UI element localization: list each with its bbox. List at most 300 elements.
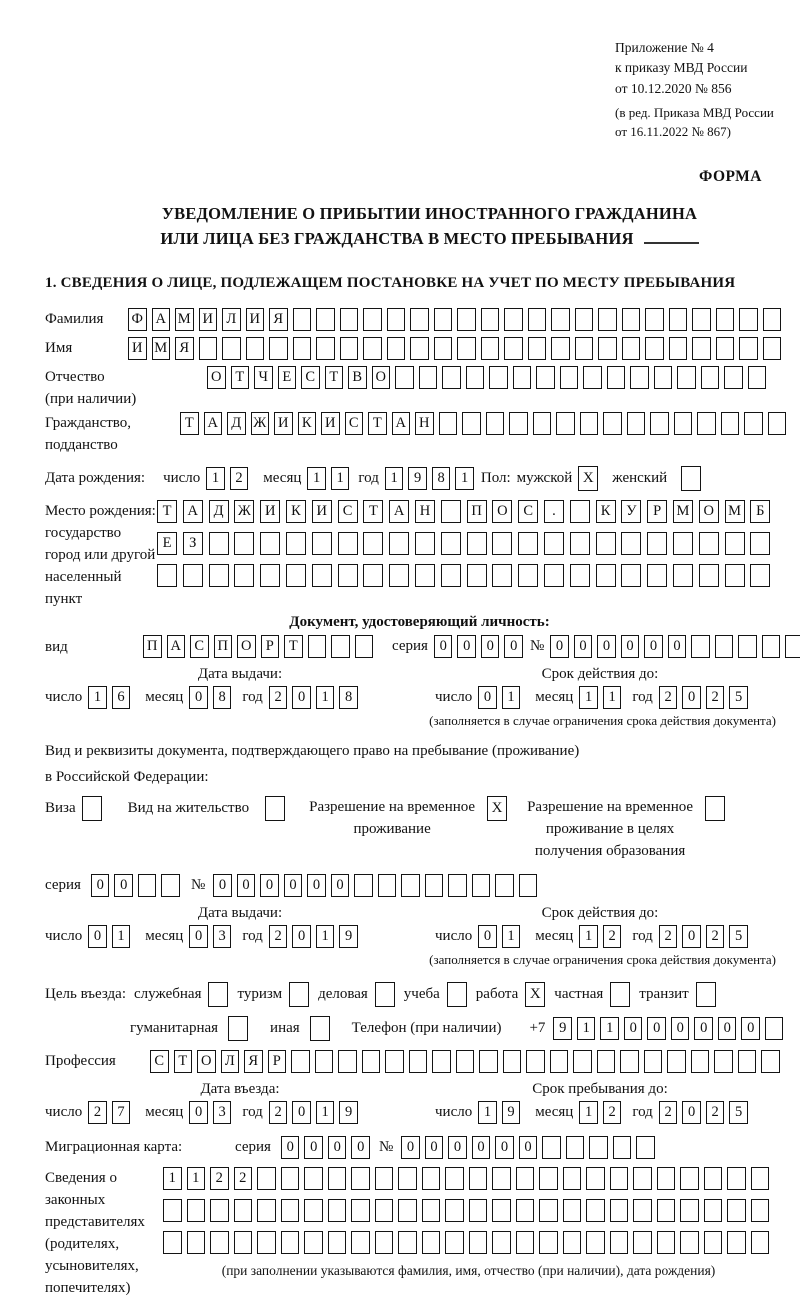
char-box[interactable]: 0 [292, 925, 311, 948]
char-box[interactable]: К [286, 500, 306, 523]
char-box[interactable] [222, 337, 241, 360]
purpose-work-checkbox[interactable]: X [525, 982, 545, 1007]
char-box[interactable] [762, 635, 781, 658]
purpose-humanitarian-checkbox[interactable] [228, 1016, 248, 1041]
char-box[interactable]: 1 [502, 686, 521, 709]
char-box[interactable]: 2 [706, 925, 725, 948]
char-box[interactable] [519, 874, 538, 897]
char-box[interactable]: 1 [307, 467, 326, 490]
char-box[interactable]: 0 [434, 635, 453, 658]
char-box[interactable] [441, 532, 461, 555]
char-box[interactable] [234, 532, 254, 555]
char-box[interactable] [469, 1199, 488, 1222]
char-box[interactable]: 5 [729, 1101, 748, 1124]
char-box[interactable]: Т [363, 500, 383, 523]
char-box[interactable] [751, 1231, 770, 1254]
char-box[interactable]: 0 [351, 1136, 370, 1159]
char-box[interactable]: Я [175, 337, 194, 360]
char-box[interactable]: 0 [671, 1017, 690, 1040]
char-box[interactable] [415, 532, 435, 555]
char-box[interactable]: И [199, 308, 218, 331]
char-box[interactable] [596, 532, 616, 555]
char-box[interactable] [209, 532, 229, 555]
char-box[interactable] [589, 1136, 608, 1159]
char-box[interactable]: С [345, 412, 364, 435]
char-box[interactable]: 3 [213, 925, 232, 948]
char-box[interactable] [765, 1017, 784, 1040]
char-box[interactable]: 0 [292, 1101, 311, 1124]
char-box[interactable] [432, 1050, 451, 1073]
char-box[interactable] [657, 1199, 676, 1222]
sex-female-checkbox[interactable] [681, 466, 701, 491]
char-box[interactable] [472, 874, 491, 897]
residence-permit-checkbox[interactable] [265, 796, 285, 821]
char-box[interactable]: 0 [481, 635, 500, 658]
char-box[interactable]: О [197, 1050, 216, 1073]
char-box[interactable]: 0 [88, 925, 107, 948]
char-box[interactable] [518, 564, 538, 587]
char-box[interactable]: 0 [213, 874, 232, 897]
char-box[interactable]: 0 [307, 874, 326, 897]
char-box[interactable] [375, 1199, 394, 1222]
char-box[interactable] [304, 1231, 323, 1254]
char-box[interactable]: 1 [579, 1101, 598, 1124]
char-box[interactable]: О [372, 366, 391, 389]
char-box[interactable]: З [183, 532, 203, 555]
char-box[interactable] [375, 1231, 394, 1254]
char-box[interactable]: С [190, 635, 209, 658]
char-box[interactable] [516, 1199, 535, 1222]
char-box[interactable]: 0 [304, 1136, 323, 1159]
char-box[interactable]: Я [269, 308, 288, 331]
char-box[interactable] [457, 308, 476, 331]
char-box[interactable] [467, 564, 487, 587]
char-box[interactable] [680, 1199, 699, 1222]
char-box[interactable] [673, 532, 693, 555]
char-box[interactable]: 1 [316, 1101, 335, 1124]
char-box[interactable] [674, 412, 693, 435]
char-box[interactable] [715, 635, 734, 658]
char-box[interactable] [395, 366, 414, 389]
purpose-other-checkbox[interactable] [310, 1016, 330, 1041]
char-box[interactable] [566, 1136, 585, 1159]
char-box[interactable]: 0 [114, 874, 133, 897]
char-box[interactable] [650, 412, 669, 435]
char-box[interactable] [425, 874, 444, 897]
char-box[interactable]: 2 [706, 686, 725, 709]
char-box[interactable] [598, 337, 617, 360]
char-box[interactable] [622, 308, 641, 331]
char-box[interactable]: 0 [478, 686, 497, 709]
char-box[interactable]: 0 [91, 874, 110, 897]
char-box[interactable] [316, 308, 335, 331]
char-box[interactable] [739, 308, 758, 331]
char-box[interactable] [621, 564, 641, 587]
char-box[interactable]: П [214, 635, 233, 658]
char-box[interactable] [398, 1231, 417, 1254]
char-box[interactable] [647, 564, 667, 587]
char-box[interactable] [338, 532, 358, 555]
char-box[interactable]: 0 [682, 686, 701, 709]
char-box[interactable]: 1 [603, 686, 622, 709]
char-box[interactable] [692, 308, 711, 331]
char-box[interactable] [560, 366, 579, 389]
char-box[interactable] [257, 1199, 276, 1222]
char-box[interactable]: 5 [729, 686, 748, 709]
char-box[interactable] [331, 635, 350, 658]
char-box[interactable]: П [467, 500, 487, 523]
char-box[interactable] [750, 564, 770, 587]
char-box[interactable]: 0 [401, 1136, 420, 1159]
char-box[interactable]: 0 [550, 635, 569, 658]
char-box[interactable] [610, 1167, 629, 1190]
char-box[interactable]: 0 [328, 1136, 347, 1159]
char-box[interactable] [467, 532, 487, 555]
purpose-tourism-checkbox[interactable] [289, 982, 309, 1007]
char-box[interactable]: 1 [112, 925, 131, 948]
char-box[interactable] [362, 1050, 381, 1073]
char-box[interactable]: 0 [331, 874, 350, 897]
char-box[interactable] [257, 1231, 276, 1254]
char-box[interactable] [441, 564, 461, 587]
char-box[interactable] [669, 308, 688, 331]
char-box[interactable]: 0 [495, 1136, 514, 1159]
char-box[interactable] [610, 1231, 629, 1254]
char-box[interactable] [539, 1167, 558, 1190]
char-box[interactable] [518, 532, 538, 555]
char-box[interactable] [291, 1050, 310, 1073]
char-box[interactable] [539, 1231, 558, 1254]
char-box[interactable] [699, 564, 719, 587]
char-box[interactable] [457, 337, 476, 360]
char-box[interactable] [596, 564, 616, 587]
char-box[interactable]: 3 [213, 1101, 232, 1124]
char-box[interactable] [385, 1050, 404, 1073]
char-box[interactable]: 0 [621, 635, 640, 658]
char-box[interactable]: 2 [234, 1167, 253, 1190]
char-box[interactable]: Н [415, 500, 435, 523]
char-box[interactable]: 0 [741, 1017, 760, 1040]
char-box[interactable] [328, 1231, 347, 1254]
char-box[interactable] [183, 564, 203, 587]
char-box[interactable] [351, 1231, 370, 1254]
char-box[interactable] [607, 366, 626, 389]
char-box[interactable]: М [673, 500, 693, 523]
char-box[interactable] [304, 1167, 323, 1190]
char-box[interactable]: . [544, 500, 564, 523]
char-box[interactable] [338, 564, 358, 587]
char-box[interactable]: Я [244, 1050, 263, 1073]
char-box[interactable]: 1 [577, 1017, 596, 1040]
char-box[interactable]: 2 [269, 686, 288, 709]
char-box[interactable] [312, 564, 332, 587]
char-box[interactable] [563, 1231, 582, 1254]
char-box[interactable]: 2 [603, 925, 622, 948]
char-box[interactable] [281, 1231, 300, 1254]
char-box[interactable] [448, 874, 467, 897]
char-box[interactable]: 0 [668, 635, 687, 658]
char-box[interactable] [580, 412, 599, 435]
char-box[interactable]: 0 [237, 874, 256, 897]
char-box[interactable] [456, 1050, 475, 1073]
char-box[interactable]: 2 [210, 1167, 229, 1190]
char-box[interactable]: О [237, 635, 256, 658]
char-box[interactable] [445, 1167, 464, 1190]
char-box[interactable]: Р [261, 635, 280, 658]
char-box[interactable]: О [207, 366, 226, 389]
char-box[interactable] [586, 1167, 605, 1190]
char-box[interactable] [622, 337, 641, 360]
char-box[interactable] [727, 1231, 746, 1254]
char-box[interactable] [716, 308, 735, 331]
char-box[interactable]: С [338, 500, 358, 523]
char-box[interactable] [210, 1199, 229, 1222]
char-box[interactable] [479, 1050, 498, 1073]
visa-checkbox[interactable] [82, 796, 102, 821]
char-box[interactable] [439, 412, 458, 435]
char-box[interactable] [469, 1167, 488, 1190]
char-box[interactable] [633, 1167, 652, 1190]
char-box[interactable]: И [128, 337, 147, 360]
char-box[interactable] [260, 532, 280, 555]
char-box[interactable] [544, 532, 564, 555]
char-box[interactable]: 2 [269, 925, 288, 948]
char-box[interactable] [716, 337, 735, 360]
char-box[interactable] [351, 1167, 370, 1190]
char-box[interactable]: 0 [647, 1017, 666, 1040]
char-box[interactable] [645, 337, 664, 360]
char-box[interactable]: 1 [316, 925, 335, 948]
char-box[interactable]: М [152, 337, 171, 360]
char-box[interactable] [714, 1050, 733, 1073]
char-box[interactable] [673, 564, 693, 587]
char-box[interactable] [533, 412, 552, 435]
char-box[interactable] [691, 1050, 710, 1073]
char-box[interactable]: У [621, 500, 641, 523]
char-box[interactable] [469, 1231, 488, 1254]
char-box[interactable]: К [298, 412, 317, 435]
char-box[interactable]: Т [284, 635, 303, 658]
char-box[interactable] [539, 1199, 558, 1222]
char-box[interactable]: 1 [88, 686, 107, 709]
char-box[interactable]: 0 [448, 1136, 467, 1159]
char-box[interactable] [210, 1231, 229, 1254]
char-box[interactable]: С [150, 1050, 169, 1073]
char-box[interactable]: 0 [425, 1136, 444, 1159]
char-box[interactable]: 2 [230, 467, 249, 490]
char-box[interactable]: 0 [189, 925, 208, 948]
char-box[interactable] [363, 564, 383, 587]
char-box[interactable]: 0 [189, 1101, 208, 1124]
char-box[interactable]: С [518, 500, 538, 523]
char-box[interactable] [636, 1136, 655, 1159]
char-box[interactable]: 0 [644, 635, 663, 658]
purpose-transit-checkbox[interactable] [696, 982, 716, 1007]
char-box[interactable]: С [301, 366, 320, 389]
char-box[interactable] [481, 337, 500, 360]
char-box[interactable]: Р [268, 1050, 287, 1073]
char-box[interactable] [422, 1231, 441, 1254]
char-box[interactable]: 0 [189, 686, 208, 709]
char-box[interactable] [338, 1050, 357, 1073]
char-box[interactable]: О [492, 500, 512, 523]
char-box[interactable] [378, 874, 397, 897]
char-box[interactable] [419, 366, 438, 389]
char-box[interactable] [645, 308, 664, 331]
char-box[interactable] [603, 412, 622, 435]
char-box[interactable] [727, 1167, 746, 1190]
char-box[interactable] [763, 337, 782, 360]
char-box[interactable] [304, 1199, 323, 1222]
char-box[interactable]: 8 [432, 467, 451, 490]
char-box[interactable]: П [143, 635, 162, 658]
char-box[interactable]: 2 [659, 686, 678, 709]
char-box[interactable] [209, 564, 229, 587]
char-box[interactable] [575, 308, 594, 331]
char-box[interactable]: 2 [659, 1101, 678, 1124]
char-box[interactable] [355, 635, 374, 658]
char-box[interactable]: 1 [163, 1167, 182, 1190]
char-box[interactable]: 5 [729, 925, 748, 948]
char-box[interactable]: 0 [472, 1136, 491, 1159]
char-box[interactable] [246, 337, 265, 360]
char-box[interactable]: Р [647, 500, 667, 523]
char-box[interactable]: 0 [504, 635, 523, 658]
char-box[interactable] [727, 1199, 746, 1222]
char-box[interactable]: 1 [331, 467, 350, 490]
char-box[interactable] [187, 1231, 206, 1254]
char-box[interactable]: 1 [600, 1017, 619, 1040]
char-box[interactable] [401, 874, 420, 897]
char-box[interactable]: И [260, 500, 280, 523]
char-box[interactable] [669, 337, 688, 360]
char-box[interactable] [163, 1199, 182, 1222]
char-box[interactable] [328, 1167, 347, 1190]
char-box[interactable]: 0 [292, 686, 311, 709]
char-box[interactable] [657, 1167, 676, 1190]
purpose-business-checkbox[interactable] [375, 982, 395, 1007]
char-box[interactable]: М [175, 308, 194, 331]
char-box[interactable] [667, 1050, 686, 1073]
char-box[interactable] [516, 1167, 535, 1190]
char-box[interactable]: 9 [339, 925, 358, 948]
char-box[interactable] [286, 564, 306, 587]
char-box[interactable] [597, 1050, 616, 1073]
char-box[interactable] [495, 874, 514, 897]
char-box[interactable]: В [348, 366, 367, 389]
char-box[interactable]: 0 [284, 874, 303, 897]
char-box[interactable] [504, 337, 523, 360]
char-box[interactable]: Ж [251, 412, 270, 435]
sex-male-checkbox[interactable]: X [578, 466, 598, 491]
char-box[interactable]: 0 [260, 874, 279, 897]
char-box[interactable] [269, 337, 288, 360]
char-box[interactable] [620, 1050, 639, 1073]
char-box[interactable] [434, 308, 453, 331]
char-box[interactable] [398, 1199, 417, 1222]
char-box[interactable] [375, 1167, 394, 1190]
char-box[interactable] [644, 1050, 663, 1073]
char-box[interactable] [293, 337, 312, 360]
char-box[interactable] [281, 1199, 300, 1222]
char-box[interactable] [738, 635, 757, 658]
char-box[interactable]: Ф [128, 308, 147, 331]
char-box[interactable] [613, 1136, 632, 1159]
char-box[interactable] [704, 1231, 723, 1254]
char-box[interactable] [316, 337, 335, 360]
char-box[interactable] [410, 308, 429, 331]
char-box[interactable] [750, 532, 770, 555]
char-box[interactable] [768, 412, 787, 435]
char-box[interactable] [163, 1231, 182, 1254]
char-box[interactable]: 9 [408, 467, 427, 490]
char-box[interactable] [739, 337, 758, 360]
char-box[interactable] [738, 1050, 757, 1073]
char-box[interactable] [556, 412, 575, 435]
char-box[interactable] [351, 1199, 370, 1222]
char-box[interactable] [536, 366, 555, 389]
char-box[interactable] [312, 532, 332, 555]
char-box[interactable] [363, 337, 382, 360]
char-box[interactable] [570, 532, 590, 555]
char-box[interactable] [691, 635, 710, 658]
char-box[interactable]: А [183, 500, 203, 523]
char-box[interactable] [492, 1199, 511, 1222]
char-box[interactable] [761, 1050, 780, 1073]
char-box[interactable]: 6 [112, 686, 131, 709]
char-box[interactable]: О [699, 500, 719, 523]
char-box[interactable] [281, 1167, 300, 1190]
char-box[interactable] [445, 1231, 464, 1254]
char-box[interactable] [785, 635, 800, 658]
char-box[interactable] [633, 1199, 652, 1222]
char-box[interactable]: 0 [624, 1017, 643, 1040]
char-box[interactable] [328, 1199, 347, 1222]
char-box[interactable] [586, 1199, 605, 1222]
char-box[interactable]: Л [222, 308, 241, 331]
char-box[interactable] [763, 308, 782, 331]
char-box[interactable] [340, 337, 359, 360]
char-box[interactable] [354, 874, 373, 897]
char-box[interactable] [551, 337, 570, 360]
char-box[interactable] [725, 564, 745, 587]
char-box[interactable]: 0 [718, 1017, 737, 1040]
char-box[interactable]: 0 [682, 1101, 701, 1124]
char-box[interactable]: 9 [502, 1101, 521, 1124]
char-box[interactable] [627, 412, 646, 435]
char-box[interactable] [610, 1199, 629, 1222]
char-box[interactable] [583, 366, 602, 389]
char-box[interactable]: И [321, 412, 340, 435]
char-box[interactable]: А [204, 412, 223, 435]
char-box[interactable] [234, 564, 254, 587]
char-box[interactable] [528, 337, 547, 360]
char-box[interactable]: И [274, 412, 293, 435]
char-box[interactable] [308, 635, 327, 658]
char-box[interactable] [701, 366, 720, 389]
char-box[interactable]: 0 [281, 1136, 300, 1159]
char-box[interactable]: 8 [339, 686, 358, 709]
char-box[interactable] [598, 308, 617, 331]
char-box[interactable]: 1 [316, 686, 335, 709]
char-box[interactable]: 9 [553, 1017, 572, 1040]
char-box[interactable] [434, 337, 453, 360]
char-box[interactable]: А [392, 412, 411, 435]
purpose-private-checkbox[interactable] [610, 982, 630, 1007]
char-box[interactable]: Т [180, 412, 199, 435]
char-box[interactable] [363, 532, 383, 555]
char-box[interactable] [692, 337, 711, 360]
